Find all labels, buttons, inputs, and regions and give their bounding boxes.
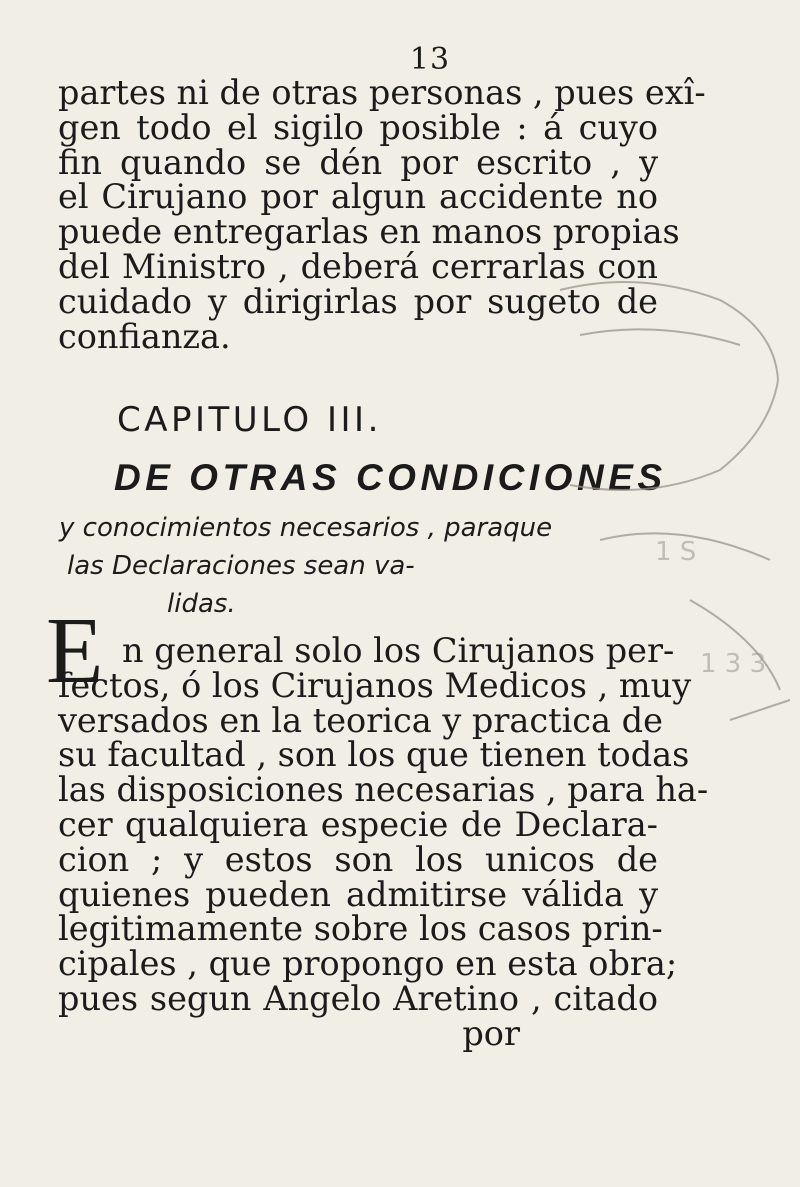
text-line: su facultad , son los que tienen todas bbox=[58, 735, 690, 775]
chapter-description bbox=[59, 509, 599, 623]
text-line: el Cirujano por algun accidente no bbox=[58, 177, 658, 217]
text-line: cer qualquiera especie de Declara- bbox=[58, 804, 658, 844]
description-line: y conocimientos necesarios , paraque bbox=[59, 513, 553, 543]
text-line: del Ministro , deberá cerrarlas con bbox=[58, 246, 658, 286]
chapter-heading: CAPITULO III. bbox=[117, 400, 382, 440]
text-line: quienes pueden admitirse válida y bbox=[58, 874, 658, 914]
text-line: legitimamente sobre los casos prin- bbox=[58, 909, 663, 949]
text-line: fin quando se dén por escrito , y bbox=[58, 142, 658, 182]
text-line: pues segun Angelo Aretino , citado bbox=[58, 978, 658, 1018]
description-line: lidas. bbox=[167, 589, 236, 619]
chapter-subtitle: DE OTRAS CONDICIONES bbox=[114, 457, 667, 498]
svg-text:1 3 3: 1 3 3 bbox=[700, 649, 767, 679]
svg-text:1 S: 1 S bbox=[655, 537, 697, 567]
text-line: confianza. bbox=[58, 316, 231, 356]
text-line: partes ni de otras personas , pues exî- bbox=[58, 73, 706, 112]
text-line: versados en la teorica y practica de bbox=[58, 700, 663, 740]
text-line: n general solo los Cirujanos per- bbox=[122, 631, 675, 670]
text-line: gen todo el sigilo posible : á cuyo bbox=[58, 107, 658, 147]
page-number: 13 bbox=[409, 42, 451, 77]
text-line: fectos, ó los Cirujanos Medicos , muy bbox=[58, 665, 692, 705]
text-line: las disposiciones necesarias , para ha- bbox=[58, 770, 709, 810]
body-paragraph bbox=[58, 631, 709, 1053]
text-line: cion ; y estos son los unicos de bbox=[58, 839, 658, 879]
drop-cap: E bbox=[46, 599, 104, 703]
description-line: las Declaraciones sean va- bbox=[67, 551, 415, 581]
catchword: por bbox=[462, 1013, 520, 1053]
body-text-top bbox=[58, 73, 706, 356]
text-line: puede entregarlas en manos propias bbox=[58, 212, 680, 252]
text-line: cuidado y dirigirlas por sugeto de bbox=[58, 281, 658, 321]
text-line: cipales , que propongo en esta obra; bbox=[58, 944, 678, 984]
